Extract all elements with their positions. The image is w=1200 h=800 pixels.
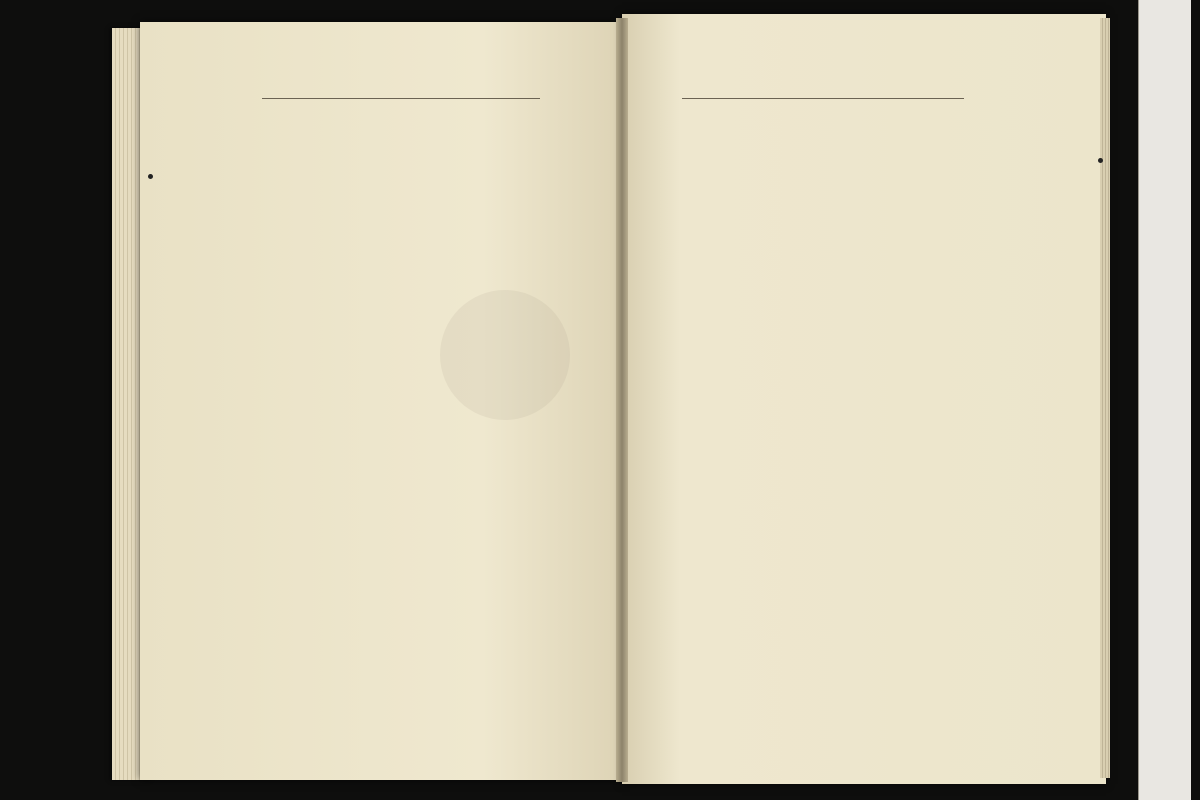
left-page-header — [262, 70, 540, 99]
watermark-logo — [440, 290, 570, 420]
measuring-ruler — [1138, 0, 1191, 800]
book-gutter — [616, 18, 628, 782]
left-page — [140, 22, 630, 780]
binding-hole — [1098, 158, 1103, 163]
binding-hole — [148, 174, 153, 179]
right-page-header — [682, 70, 964, 99]
right-page — [622, 14, 1106, 784]
page-stack-edge-right — [1100, 18, 1110, 778]
